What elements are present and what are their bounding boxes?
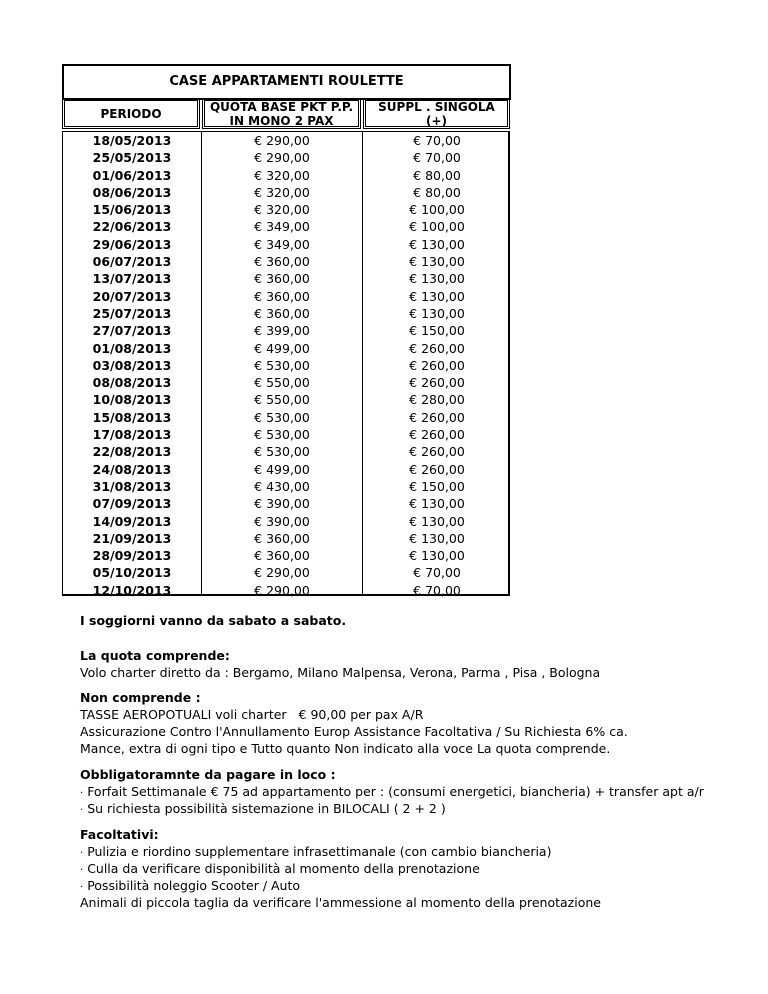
row-date: 21/09/2013	[92, 530, 172, 546]
table-row	[62, 478, 511, 495]
table-row	[62, 288, 511, 305]
row-date: 15/08/2013	[92, 409, 172, 425]
facoltativi-line3	[80, 878, 300, 893]
row-suppl: € 130,00	[409, 496, 465, 512]
table-row	[62, 443, 511, 460]
row-suppl: € 130,00	[409, 305, 465, 321]
row-suppl: € 130,00	[409, 548, 465, 564]
header-suppl	[363, 98, 510, 129]
row-suppl: € 260,00	[409, 427, 465, 443]
table-row	[62, 513, 511, 530]
table-row	[62, 322, 511, 339]
row-quota: € 290,00	[254, 133, 310, 148]
row-quota: € 320,00	[254, 167, 310, 183]
obbligatori-line1-b: € 75 ad appartamento per : (consumi energetici, biancheria) + transfer apt a/r	[210, 784, 704, 799]
row-date: 03/08/2013	[92, 357, 172, 373]
row-quota: € 360,00	[254, 530, 310, 546]
row-date: 29/06/2013	[92, 236, 172, 252]
row-date: 22/08/2013	[92, 444, 172, 460]
facoltativi-line2-text: Culla da verificare disponibilità al momento della prenotazione	[87, 861, 480, 876]
row-suppl: € 260,00	[409, 357, 465, 373]
row-date: 25/07/2013	[92, 305, 172, 321]
row-date: 14/09/2013	[92, 513, 172, 529]
header-periodo	[62, 98, 200, 129]
row-suppl: € 260,00	[409, 375, 465, 391]
row-quota: € 390,00	[254, 513, 310, 529]
table-row	[62, 132, 511, 149]
row-suppl: € 280,00	[409, 392, 465, 408]
row-quota: € 349,00	[254, 219, 310, 235]
row-date: 17/08/2013	[92, 427, 172, 443]
table-row	[62, 426, 511, 443]
comprende-title: La quota comprende:	[80, 648, 230, 663]
table-row	[62, 564, 511, 581]
facoltativi-line1	[80, 844, 551, 859]
non-comprende-line2: Assicurazione Contro l'Annullamento Europ Assistance Facoltativa / Su Richiesta 6% ca.	[80, 724, 628, 739]
row-quota: € 530,00	[254, 427, 310, 443]
facoltativi-line2	[80, 861, 480, 876]
row-date: 15/06/2013	[92, 202, 172, 218]
row-quota: € 390,00	[254, 496, 310, 512]
non-comprende-line3: Mance, extra di ogni tipo e Tutto quanto Non indicato alla voce La quota comprende.	[80, 741, 611, 756]
row-quota: € 320,00	[254, 184, 310, 200]
row-quota: € 550,00	[254, 392, 310, 408]
row-suppl: € 130,00	[409, 288, 465, 304]
row-suppl: € 150,00	[409, 478, 465, 494]
table-row	[62, 530, 511, 547]
table-row	[62, 149, 511, 166]
header-quota	[202, 98, 361, 129]
table-row	[62, 270, 511, 287]
row-date: 13/07/2013	[92, 271, 172, 287]
non-comprende-title: Non comprende :	[80, 690, 201, 705]
obbligatori-title: Obbligatoramnte da pagare in loco :	[80, 767, 336, 782]
row-quota: € 360,00	[254, 548, 310, 564]
row-date: 31/08/2013	[92, 478, 172, 494]
facoltativi-line4: Animali di piccola taglia da verificare l'ammessione al momento della prenotazione	[80, 895, 601, 910]
row-date: 22/06/2013	[92, 219, 172, 235]
row-quota: € 530,00	[254, 357, 310, 373]
table-row	[62, 547, 511, 564]
row-suppl: € 70,00	[413, 565, 461, 581]
row-suppl: € 150,00	[409, 323, 465, 339]
header-suppl-line2: (+)	[425, 114, 448, 128]
row-quota: € 430,00	[254, 478, 310, 494]
row-suppl: € 130,00	[409, 513, 465, 529]
facoltativi-line1-text: Pulizia e riordino supplementare infrasettimanale (con cambio biancheria)	[87, 844, 552, 859]
row-suppl: € 260,00	[409, 444, 465, 460]
row-date: 28/09/2013	[92, 548, 172, 564]
row-quota: € 530,00	[254, 409, 310, 425]
row-quota: € 399,00	[254, 323, 310, 339]
table-row	[62, 305, 511, 322]
table-rows	[62, 132, 511, 599]
table-row	[62, 495, 511, 512]
price-table	[62, 64, 511, 598]
bullet-icon: ·	[80, 882, 84, 893]
table-row	[62, 201, 511, 218]
row-quota: € 499,00	[254, 461, 310, 477]
row-suppl: € 260,00	[409, 340, 465, 356]
header-suppl-line1: SUPPL . SINGOLA	[378, 100, 495, 114]
bullet-icon: ·	[80, 805, 84, 816]
row-quota: € 290,00	[254, 150, 310, 166]
bullet-icon: ·	[80, 788, 84, 799]
header-periodo-label: PERIODO	[100, 107, 162, 121]
row-date: 27/07/2013	[92, 323, 172, 339]
table-row	[62, 340, 511, 357]
row-suppl: € 130,00	[409, 530, 465, 546]
table-row	[62, 374, 511, 391]
header-quota-line1: QUOTA BASE PKT P.P.	[209, 100, 354, 114]
row-date: 06/07/2013	[92, 254, 172, 270]
row-suppl: € 260,00	[409, 461, 465, 477]
row-date: 08/08/2013	[92, 375, 172, 391]
table-row	[62, 409, 511, 426]
table-row	[62, 582, 511, 599]
row-suppl: € 70,00	[413, 133, 461, 148]
obbligatori-line2	[80, 801, 446, 816]
bullet-icon: ·	[80, 848, 84, 859]
row-date: 20/07/2013	[92, 288, 172, 304]
note-soggiorni: I soggiorni vanno da sabato a sabato.	[80, 613, 347, 628]
row-suppl: € 80,00	[413, 184, 461, 200]
row-suppl: € 100,00	[409, 219, 465, 235]
row-quota: € 530,00	[254, 444, 310, 460]
row-suppl: € 130,00	[409, 254, 465, 270]
row-date: 08/06/2013	[92, 184, 172, 200]
comprende-text: Volo charter diretto da : Bergamo, Milano Malpensa, Verona, Parma , Pisa , Bologna	[80, 665, 601, 680]
row-suppl: € 130,00	[409, 271, 465, 287]
table-row	[62, 184, 511, 201]
row-date: 12/10/2013	[92, 582, 172, 598]
row-suppl: € 70,00	[413, 582, 461, 598]
table-title-box	[62, 64, 511, 100]
obbligatori-line1	[80, 784, 704, 799]
non-comprende-line1	[80, 707, 423, 722]
row-quota: € 360,00	[254, 271, 310, 287]
table-title: CASE APPARTAMENTI ROULETTE	[169, 74, 404, 89]
row-quota: € 360,00	[254, 305, 310, 321]
table-row	[62, 167, 511, 184]
table-row	[62, 357, 511, 374]
row-suppl: € 260,00	[409, 409, 465, 425]
row-quota: € 499,00	[254, 340, 310, 356]
row-suppl: € 70,00	[413, 150, 461, 166]
table-row	[62, 461, 511, 478]
row-quota: € 360,00	[254, 288, 310, 304]
table-row	[62, 391, 511, 408]
obbligatori-line1-a: Forfait Settimanale	[87, 784, 207, 799]
row-quota: € 290,00	[254, 565, 310, 581]
table-row	[62, 218, 511, 235]
non-comprende-line1-b: € 90,00 per pax A/R	[298, 707, 424, 722]
obbligatori-line2-text: Su richiesta possibilità sistemazione in BILOCALI ( 2 + 2 )	[87, 801, 446, 816]
row-date: 25/05/2013	[92, 150, 172, 166]
row-date: 01/06/2013	[92, 167, 172, 183]
row-date: 24/08/2013	[92, 461, 172, 477]
facoltativi-title: Facoltativi:	[80, 827, 159, 842]
row-quota: € 349,00	[254, 236, 310, 252]
table-row	[62, 236, 511, 253]
row-quota: € 320,00	[254, 202, 310, 218]
non-comprende-line1-a: TASSE AEROPOTUALI voli charter	[80, 707, 287, 722]
row-quota: € 360,00	[254, 254, 310, 270]
header-quota-line2: IN MONO 2 PAX	[229, 114, 334, 128]
row-quota: € 290,00	[254, 582, 310, 598]
row-date: 05/10/2013	[92, 565, 172, 581]
row-date: 18/05/2013	[92, 133, 172, 148]
row-quota: € 550,00	[254, 375, 310, 391]
table-row	[62, 253, 511, 270]
row-suppl: € 80,00	[413, 167, 461, 183]
row-suppl: € 130,00	[409, 236, 465, 252]
row-date: 01/08/2013	[92, 340, 172, 356]
row-date: 07/09/2013	[92, 496, 172, 512]
bullet-icon: ·	[80, 865, 84, 876]
facoltativi-line3-text: Possibilità noleggio Scooter / Auto	[87, 878, 301, 893]
row-date: 10/08/2013	[92, 392, 172, 408]
row-suppl: € 100,00	[409, 202, 465, 218]
